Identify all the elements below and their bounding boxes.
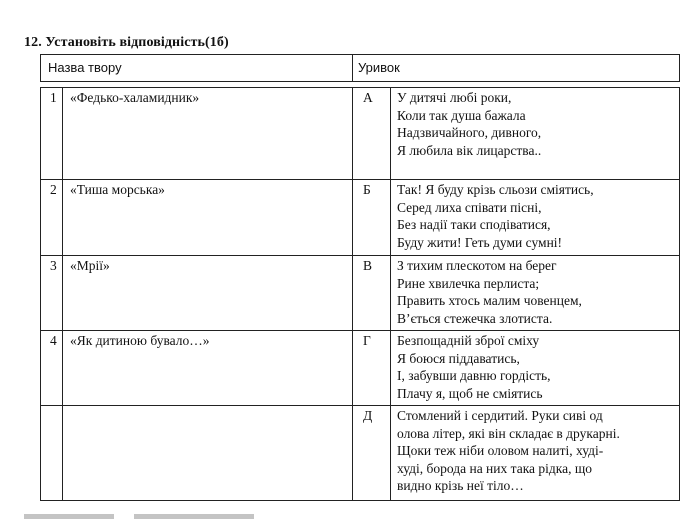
- excerpt-line: видно крізь неї тіло…: [397, 478, 524, 494]
- excerpt-line: Так! Я буду крізь сльози сміятись,: [397, 182, 594, 197]
- excerpt-letter: В: [353, 256, 391, 331]
- excerpt-letter: А: [353, 88, 391, 180]
- header-work-title: Назва твору: [41, 55, 353, 81]
- excerpt-text: [391, 180, 680, 256]
- excerpt-line: У дитячі любі роки,: [397, 90, 512, 105]
- table-row: [41, 256, 680, 331]
- excerpt-line: Я боюся піддаватись,: [397, 350, 520, 366]
- table-row: [41, 88, 680, 180]
- work-title: [63, 406, 353, 501]
- table-header: [40, 54, 680, 82]
- cropped-text-fragment: [24, 514, 254, 519]
- row-number: 4: [41, 331, 63, 406]
- excerpt-line: Без надії таки сподіватися,: [397, 217, 551, 233]
- row-number: [41, 406, 63, 501]
- excerpt-line: Я любила вік лицарства..: [397, 142, 542, 158]
- excerpt-line: Безпощадній зброї сміху: [397, 333, 540, 348]
- excerpt-text: [391, 256, 680, 331]
- excerpt-line: З тихим плескотом на берег: [397, 258, 557, 273]
- excerpt-line: Щоки теж ніби оловом налиті, худі-: [397, 443, 604, 459]
- row-number: 3: [41, 256, 63, 331]
- excerpt-line: худі, борода на них така рідка, що: [397, 460, 593, 476]
- excerpt-line: Серед лиха співати пісні,: [397, 199, 542, 215]
- work-title: «Як дитиною бувало…»: [63, 331, 353, 406]
- header-excerpt: Уривок: [358, 60, 400, 75]
- task-title: 12. Установіть відповідність(1б): [24, 35, 229, 50]
- work-title: «Тиша морська»: [63, 180, 353, 256]
- excerpt-line: Стомлений і сердитий. Руки сиві од: [397, 408, 603, 423]
- excerpt-line: Плачу я, щоб не сміятись: [397, 385, 543, 401]
- work-title: «Федько-халамидник»: [63, 88, 353, 180]
- excerpt-text: [391, 88, 680, 180]
- excerpt-text: [391, 331, 680, 406]
- table-row: [41, 331, 680, 406]
- excerpt-line: І, забувши давню гордість,: [397, 368, 551, 384]
- excerpt-line: В’ється стежечка злотиста.: [397, 310, 553, 326]
- row-number: 1: [41, 88, 63, 180]
- excerpt-letter: Д: [353, 406, 391, 501]
- excerpt-line: Надзвичайного, дивного,: [397, 125, 542, 141]
- work-title: «Мрії»: [63, 256, 353, 331]
- excerpt-line: Коли так душа бажала: [397, 107, 526, 123]
- excerpt-letter: Б: [353, 180, 391, 256]
- excerpt-line: Буду жити! Геть думи сумні!: [397, 234, 563, 250]
- excerpt-line: Рине хвилечка перлиста;: [397, 275, 540, 291]
- row-number: 2: [41, 180, 63, 256]
- matching-table: [40, 87, 680, 501]
- table-row: [41, 180, 680, 256]
- excerpt-letter: Г: [353, 331, 391, 406]
- excerpt-line: Править хтось малим човенцем,: [397, 293, 582, 309]
- excerpt-line: олова літер, які він складає в друкарні.: [397, 425, 620, 441]
- excerpt-text: [391, 406, 680, 501]
- table-row: [41, 406, 680, 501]
